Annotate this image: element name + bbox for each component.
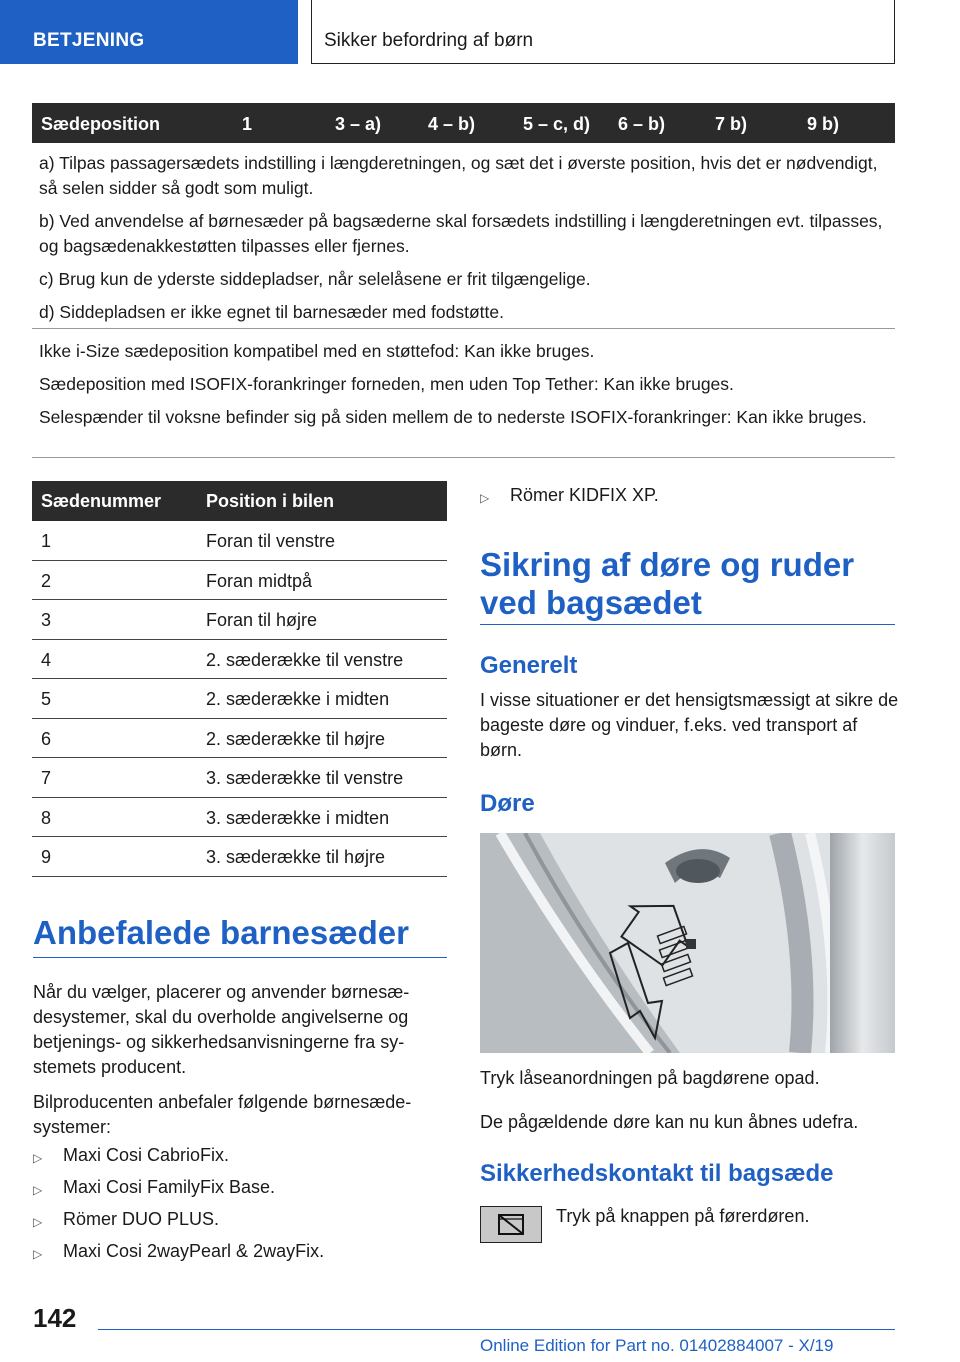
bullet-triangle-icon: ▷	[33, 1247, 43, 1261]
seat-position: Foran til venstre	[206, 531, 336, 551]
header-cell: 6 – b)	[618, 114, 666, 134]
header-cell: Sædeposition	[41, 114, 161, 134]
door-step-2: De pågældende døre kan nu kun åbnes udefra.	[480, 1112, 859, 1132]
door-lock-illustration	[480, 833, 895, 1053]
divider	[32, 328, 895, 329]
table-header	[32, 481, 447, 521]
bullet-triangle-icon: ▷	[480, 491, 490, 505]
window-lock-button-icon	[480, 1206, 542, 1243]
list-item-label: Römer DUO PLUS.	[63, 1209, 220, 1229]
seat-position: 3. sæderække i midten	[206, 807, 390, 828]
header-cell: 7 b)	[715, 114, 748, 134]
table-row	[32, 837, 447, 877]
seat-number: 8	[41, 807, 52, 828]
seat-position: Foran til højre	[206, 610, 318, 630]
recommended-seats-heading: Anbefalede barnesæder	[33, 914, 409, 951]
footnote: b) Ved anvendelse af børnesæder på bagsæderne skal forsædets indstilling i længderetningen evt. tilpasses, og bagsædenakkestøtten tilpasses eller fjernes.	[39, 211, 883, 256]
door-lock-photo	[480, 833, 895, 1053]
seat-number: 5	[41, 689, 52, 709]
header-cell: 4 – b)	[428, 114, 476, 134]
table-row	[32, 719, 447, 759]
footnote: c) Brug kun de yderste siddepladser, når selelåsene er frit tilgængelige.	[39, 269, 591, 289]
seat-number: 9	[41, 847, 52, 867]
general-heading: Generelt	[480, 652, 578, 679]
note: Sædeposition med ISOFIX-forankringer forneden, men uden Top Tether: Kan ikke bruges.	[39, 374, 734, 394]
general-text: I visse situationer er det hensigtsmæssigt at sikre de bageste døre og vinduer, f.eks. ved transport af børn.	[480, 690, 899, 760]
heading-underline	[33, 957, 447, 958]
seat-number: 2	[41, 570, 52, 591]
notes-block	[39, 339, 889, 438]
footnote: a) Tilpas passagersædets indstilling i længderetningen, og sæt det i øverste position, hvis det er nødvendigt, så selen sidder så godt som muligt.	[39, 153, 878, 198]
seat-number: 7	[41, 768, 52, 788]
table-row	[32, 679, 447, 719]
list-item-label: Maxi Cosi FamilyFix Base.	[63, 1177, 276, 1197]
table-row	[32, 600, 447, 640]
table-row	[32, 798, 447, 838]
table-row	[32, 561, 447, 601]
window-lock-icon	[481, 1207, 541, 1242]
page-number: 142	[33, 1303, 77, 1333]
seat-number: 3	[41, 610, 52, 630]
list-item-label: Römer KIDFIX XP.	[510, 485, 659, 505]
note: Ikke i-Size sædeposition kompatibel med en støttefod: Kan ikke bruges.	[39, 341, 595, 361]
recommended-text	[33, 980, 447, 1150]
divider	[32, 457, 895, 458]
bullet-triangle-icon: ▷	[33, 1151, 43, 1165]
seat-position-table-header	[32, 103, 895, 143]
note: Selespænder til voksne befinder sig på siden mellem de to nederste ISOFIX-forankringer: Kan ikke bruges.	[39, 407, 867, 427]
doors-heading: Døre	[480, 790, 535, 817]
seat-position: Foran midtpå	[206, 570, 313, 591]
door-step-1: Tryk låseanordningen på bagdørene opad.	[480, 1068, 820, 1088]
footnote: d) Siddepladsen er ikke egnet til barnesæder med fodstøtte.	[39, 302, 504, 322]
seat-number: 4	[41, 649, 52, 670]
table-row	[32, 640, 447, 680]
seat-position: 3. sæderække til venstre	[206, 768, 404, 788]
door-security-heading: Sikring af døre og ruder ved bagsædet	[480, 546, 855, 621]
seat-position: 2. sæderække til højre	[206, 728, 386, 749]
switch-text: Tryk på knappen på førerdøren.	[556, 1206, 810, 1226]
header-cell: 9 b)	[807, 114, 840, 134]
footnotes	[39, 151, 889, 333]
header-cell: Sædenummer	[41, 491, 162, 511]
list-item-label: Maxi Cosi CabrioFix.	[63, 1145, 230, 1165]
seat-position: 2. sæderække i midten	[206, 689, 390, 709]
edition-footer: Online Edition for Part no. 01402884007 - X/19	[480, 1336, 834, 1355]
header-cell: 1	[242, 114, 253, 134]
page-title: Sikker befordring af børn	[311, 0, 895, 64]
seat-position: 3. sæderække til højre	[206, 847, 386, 867]
paragraph: Når du vælger, placerer og anvender børnesæ-desystemer, skal du overholde angivelserne og betjenings- og sikkerhedsanvisningerne fra sy-stemets producent.	[33, 982, 410, 1077]
seat-number: 6	[41, 728, 52, 749]
bullet-triangle-icon: ▷	[33, 1183, 43, 1197]
seat-number: 1	[41, 531, 52, 551]
table-row	[32, 521, 447, 561]
heading-underline	[480, 624, 895, 625]
seat-number-table	[32, 481, 447, 877]
footer-divider	[98, 1329, 895, 1330]
bullet-triangle-icon: ▷	[33, 1215, 43, 1229]
section-tab: BETJENING	[0, 0, 298, 64]
header-cell: Position i bilen	[206, 491, 335, 511]
header-cell: 5 – c, d)	[523, 114, 591, 134]
paragraph: Bilproducenten anbefaler følgende børnesæde-systemer:	[33, 1092, 412, 1137]
seat-position: 2. sæderække til venstre	[206, 649, 404, 670]
header-cell: 3 – a)	[335, 114, 382, 134]
table-row	[32, 758, 447, 798]
list-item-label: Maxi Cosi 2wayPearl & 2wayFix.	[63, 1241, 325, 1261]
child-safety-switch-heading: Sikkerhedskontakt til bagsæde	[480, 1160, 834, 1187]
